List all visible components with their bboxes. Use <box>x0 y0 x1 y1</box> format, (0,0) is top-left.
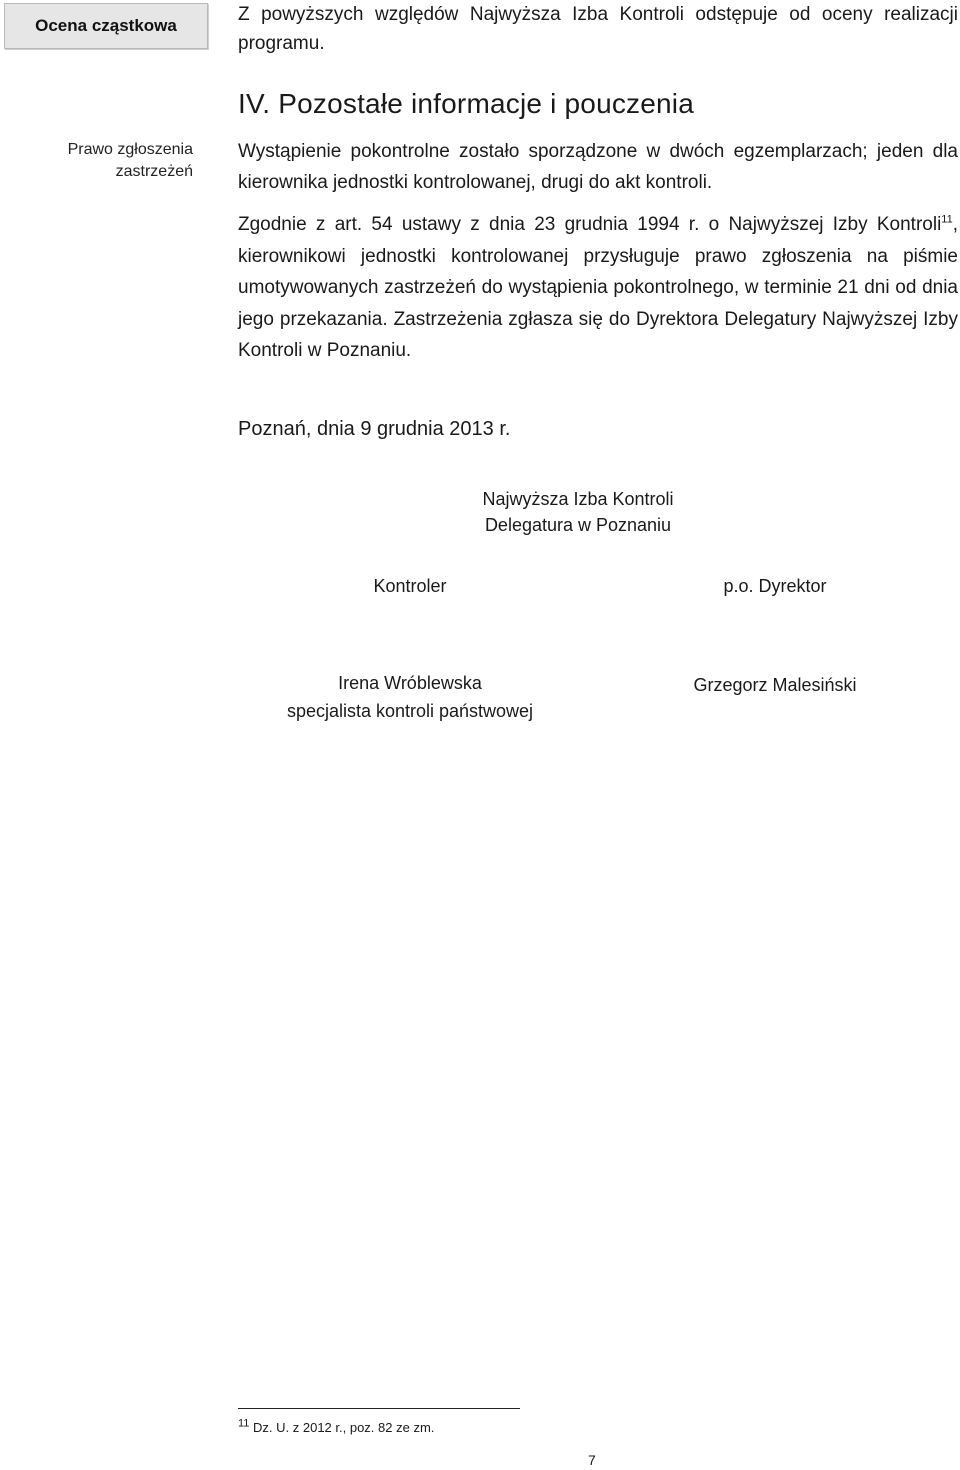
footnote <box>238 1419 434 1437</box>
footnote-text: Dz. U. z 2012 r., poz. 82 ze zm. <box>249 1420 435 1435</box>
date-line: Poznań, dnia 9 grudnia 2013 r. <box>238 418 511 440</box>
intro-paragraph: Z powyższych względów Najwyższa Izba Kontroli odstępuje od oceny realizacji programu. <box>238 4 958 54</box>
margin-note <box>20 139 193 183</box>
director-name: Grzegorz Malesiński <box>693 675 857 695</box>
paragraph-objections <box>238 209 958 367</box>
signature-role-director: p.o. Dyrektor <box>723 576 827 596</box>
controller-name: Irena Wróblewska <box>338 673 482 693</box>
margin-note-line-2: zastrzeżeń <box>115 163 193 180</box>
footnote-separator <box>238 1408 520 1409</box>
footnote-number: 11 <box>238 1417 250 1430</box>
issuer-branch: Delegatura w Poznaniu <box>484 515 672 535</box>
signature-director <box>650 671 900 699</box>
paragraph-objections-part-1: Zgodnie z art. 54 ustawy z dnia 23 grudnia 1994 r. o Najwyższej Izby Kontroli <box>238 214 942 235</box>
page-number: 7 <box>588 1452 596 1468</box>
issuer-name: Najwyższa Izba Kontroli <box>482 489 674 509</box>
controller-title: specjalista kontroli państwowej <box>286 701 534 721</box>
signature-role-controller: Kontroler <box>373 576 447 596</box>
paragraph-copies: Wystąpienie pokontrolne zostało sporządzone w dwóch egzemplarzach; jeden dla kierownika jednostki kontrolowanej, drugi do akt kontroli. <box>238 141 958 193</box>
paragraph-objections-part-2: , kierownikowi jednostki kontrolowanej przysługuje prawo zgłoszenia na piśmie umotywowanych zastrzeżeń do wystąpienia pokontrolnego, w terminie 21 dni od dnia jego przekazania. Zastrzeżenia zgłasza się do Dyrektora Delegatury Najwyższej Izby Kontroli w Poznaniu. <box>238 214 958 361</box>
issuer-block <box>420 486 736 538</box>
signature-controller <box>260 669 560 725</box>
section-label-box <box>4 3 208 49</box>
section-label: Ocena cząstkowa <box>35 16 177 35</box>
margin-note-line-1: Prawo zgłoszenia <box>67 141 193 158</box>
section-heading: IV. Pozostałe informacje i pouczenia <box>238 88 694 119</box>
footnote-reference: 11 <box>941 213 953 226</box>
